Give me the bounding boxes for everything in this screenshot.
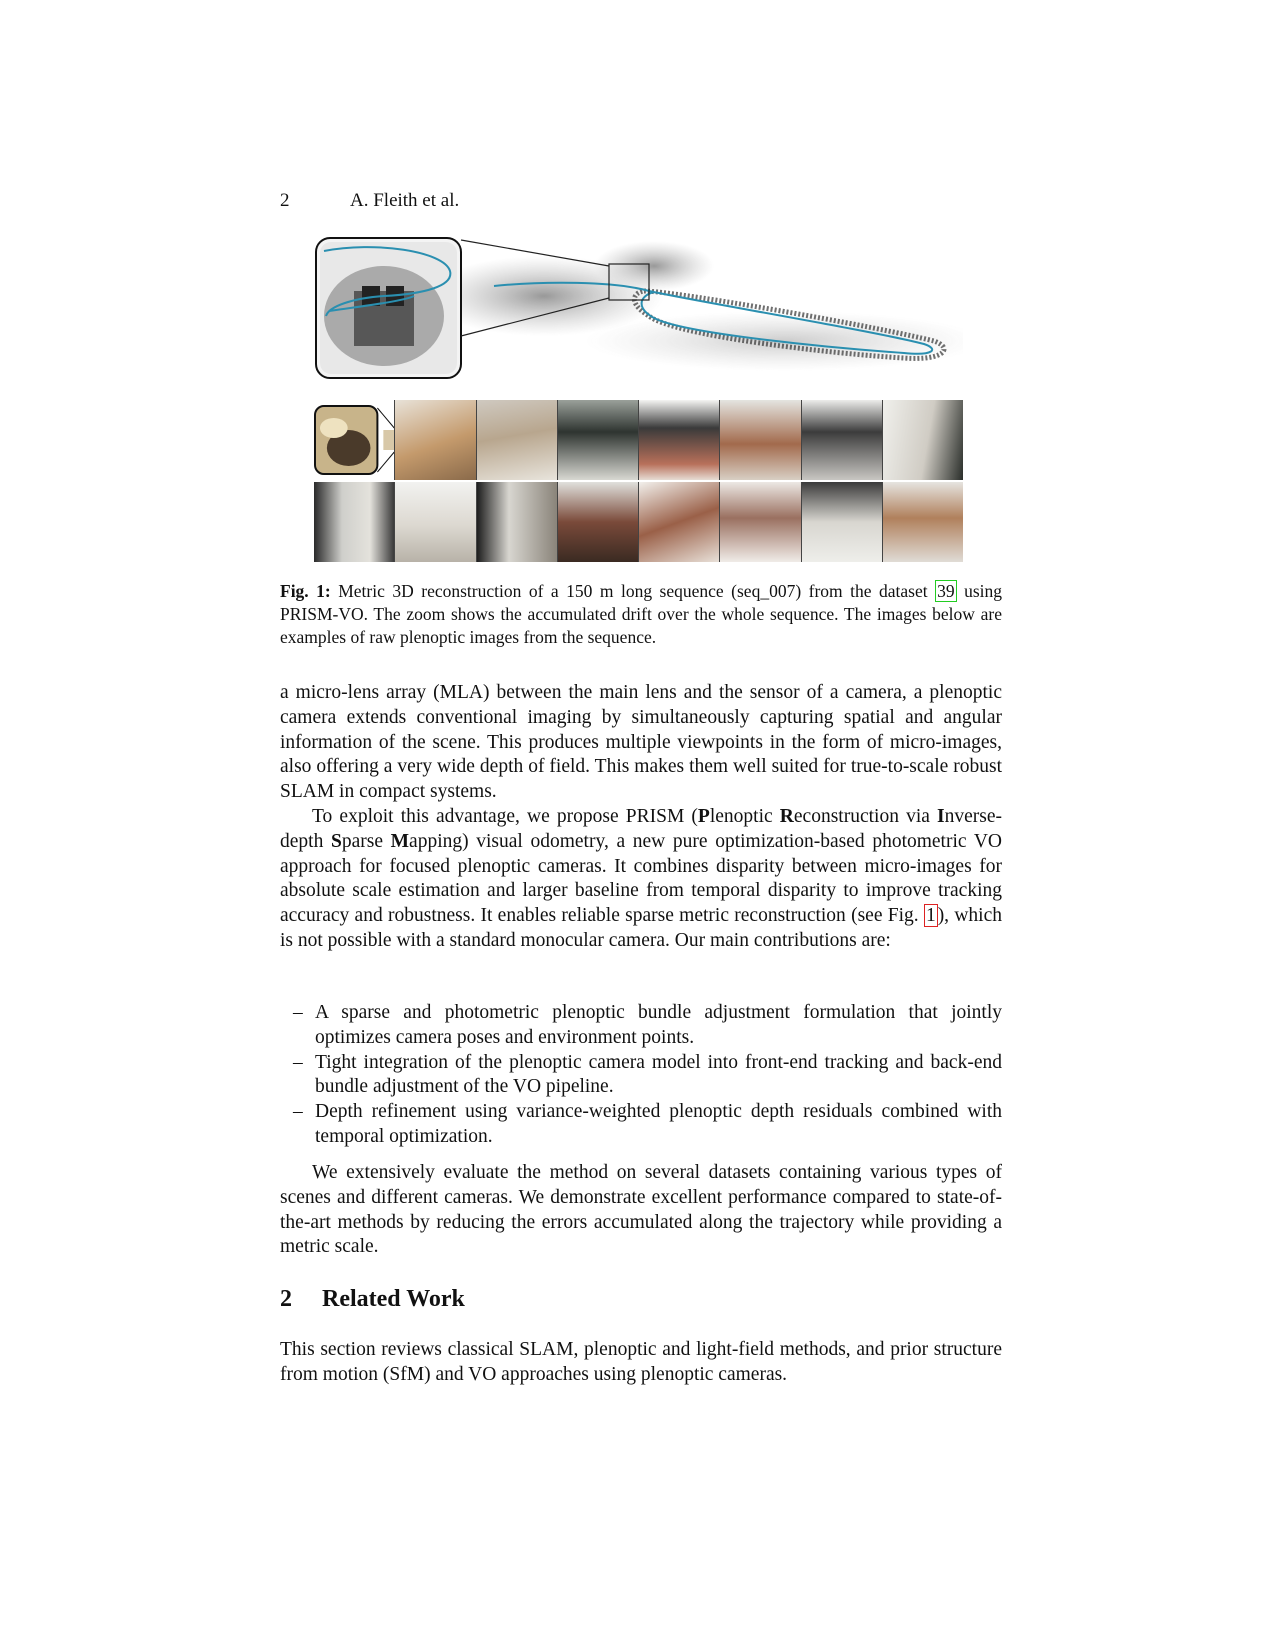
raw-image-thumb — [314, 482, 395, 562]
raw-image-thumb — [720, 400, 801, 480]
p2-text: nverse-depth — [280, 805, 1002, 852]
raw-image-thumb — [720, 482, 801, 562]
figure-ref-link[interactable]: 1 — [925, 905, 936, 927]
raw-image-thumb — [395, 482, 476, 562]
raw-image-thumb — [802, 482, 883, 562]
list-item — [280, 1100, 1002, 1150]
page-number: 2 — [280, 190, 290, 211]
p2-text: lenoptic — [709, 805, 780, 827]
raw-image-thumb — [883, 400, 963, 480]
raw-image-thumb — [883, 482, 963, 562]
acronym-letter: P — [697, 805, 710, 827]
zoom-inset-content — [320, 242, 457, 374]
raw-image-thumb — [802, 400, 883, 480]
acronym-letter: M — [390, 830, 410, 852]
raw-image-thumb — [639, 482, 720, 562]
list-item-text: Tight integration of the plenoptic camera model into front-end tracking and back-end bundle adjustment of the VO pipeline. — [315, 1051, 1002, 1098]
list-dash: – — [293, 1101, 303, 1123]
acronym-letter: R — [779, 805, 794, 827]
p2-text: parse — [341, 830, 391, 852]
raw-image-thumb — [477, 482, 558, 562]
evaluation-paragraph: We extensively evaluate the method on several datasets containing various types of scenes and different cameras. We demonstrate excellent performance compared to state-of-the-art methods by reducing the errors accumulated along the trajectory while providing a metric scale. — [280, 1162, 1002, 1258]
caption-text-1: Metric 3D reconstruction of a 150 m long sequence (seq_007) from the dataset — [338, 581, 928, 601]
raw-image-thumb — [558, 400, 639, 480]
figure-caption — [280, 580, 1002, 649]
point-cloud-reconstruction — [314, 236, 963, 396]
list-item-text: Depth refinement using variance-weighted plenoptic depth residuals combined with temporal optimization. — [315, 1101, 1002, 1147]
raw-image-thumb — [477, 400, 558, 480]
raw-image-row-1 — [314, 400, 963, 480]
section-title: Related Work — [322, 1286, 465, 1312]
p2-text: econstruction via — [793, 805, 938, 827]
p2-text: ), which is not possible with a standard monocular camera. Our main contributions are: — [280, 905, 1002, 951]
section-2-paragraph: This section reviews classical SLAM, plenoptic and light-field methods, and prior structure from motion (SfM) and VO approaches using plenoptic cameras. — [280, 1339, 1002, 1385]
author-line: A. Fleith et al. — [350, 190, 460, 211]
intro-paragraph-1: a micro-lens array (MLA) between the main lens and the sensor of a camera, a plenoptic camera extends conventional imaging by simultaneously capturing spatial and angular information of the scene. This produces multiple viewpoints in the form of micro-images, also offering a very wide depth of field. This makes them well suited for true-to-scale robust SLAM in compact systems. — [280, 682, 1002, 803]
section-2-text — [280, 1338, 1002, 1388]
caption-label: Fig. 1: — [280, 581, 331, 601]
raw-image-thumb — [639, 400, 720, 480]
raw-image-thumb — [395, 400, 476, 480]
caption-text-2: using PRISM-VO. The zoom shows the accumulated drift over the whole sequence. The images below are examples of raw plenoptic images from the sequence. — [280, 581, 1002, 647]
list-dash: – — [293, 1002, 303, 1023]
raw-image-row-2 — [314, 482, 963, 562]
section-heading — [280, 1286, 465, 1313]
list-item — [280, 1001, 1002, 1051]
p2-text: apping) visual odometry, a new pure optimization-based photometric VO approach for focused plenoptic cameras. It combines disparity between micro-images for absolute scale estimation and larger baseline from temporal disparity to improve tracking accuracy and robustness. It enables reliable sparse metric reconstruction (see Fig. — [280, 830, 1002, 927]
plenoptic-zoom-thumb — [314, 400, 395, 480]
list-item — [280, 1051, 1002, 1101]
p2-text: To exploit this advantage, we propose PRISM ( — [312, 805, 698, 827]
raw-image-thumb — [558, 482, 639, 562]
list-item-text: A sparse and photometric plenoptic bundle adjustment formulation that jointly optimizes camera poses and environment points. — [315, 1002, 1002, 1048]
evaluation-text — [280, 1161, 1002, 1260]
running-head — [280, 190, 459, 212]
section-number: 2 — [280, 1286, 292, 1312]
figure-1 — [314, 236, 963, 566]
intro-text — [280, 681, 1002, 954]
acronym-letter: S — [330, 830, 342, 852]
acronym-letter: I — [937, 805, 945, 827]
list-dash: – — [293, 1051, 303, 1073]
contributions-list — [280, 1001, 1002, 1150]
intro-paragraph-2 — [280, 805, 1002, 954]
citation-link[interactable]: 39 — [937, 581, 955, 601]
